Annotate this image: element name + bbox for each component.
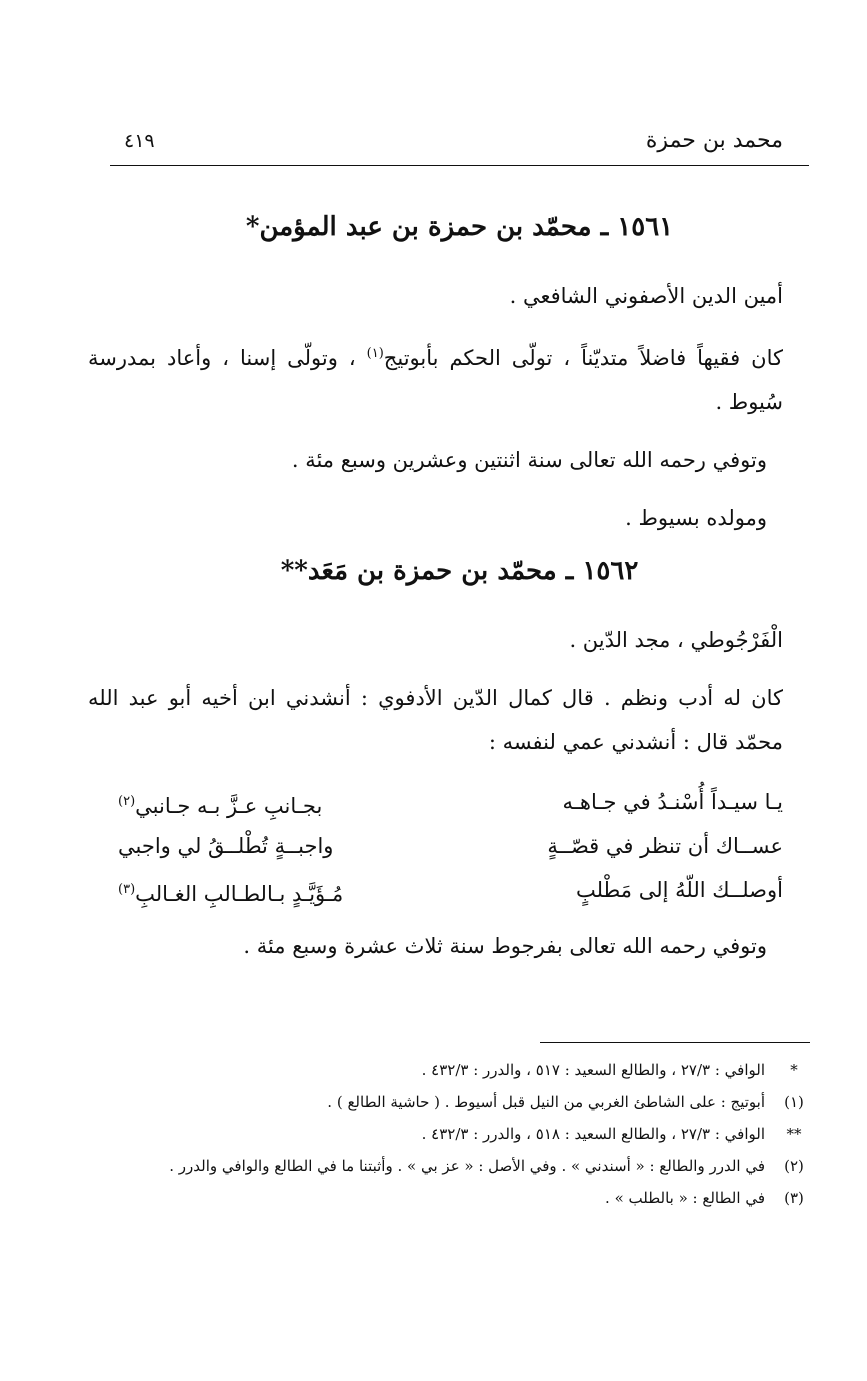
verse-first-hemistich: أوصلــك اللّهُ إلى مَطْلبٍ: [575, 878, 783, 902]
entry-1562-death: وتوفي رحمه الله تعالى بفرجوط سنة ثلاث عشرة وسبع مئة .: [243, 934, 767, 958]
entry-1562-epithet: الْفَرْجُوطي ، مجد الدّين .: [569, 628, 783, 652]
verse-first-hemistich: يـا سيـداً أُسْنـدُ في جـاهـه: [562, 790, 783, 814]
poem-verse: [118, 780, 783, 824]
footnote-mark: (١): [784, 1093, 804, 1111]
footnote-text: أبوتيج : على الشاطئ الغربي من النيل قبل أسيوط . ( حاشية الطالع ) .: [327, 1093, 765, 1111]
verse-second-hemistich: [118, 868, 438, 912]
footnote-mark: *: [790, 1061, 798, 1079]
poem-verse: [118, 868, 783, 912]
footnote: [70, 1086, 817, 1118]
footnote-rule: [540, 1042, 810, 1043]
footnote-text: الوافي : ٢٧/٣ ، والطالع السعيد : ٥١٧ ، والدرر : ٤٣٢/٣ .: [421, 1061, 765, 1079]
footnote-ref-3[interactable]: (٣): [118, 882, 136, 897]
footnote-ref-2[interactable]: (٢): [118, 794, 136, 809]
header-rule: [110, 165, 809, 166]
footnote: [70, 1054, 817, 1086]
footnote-mark: **: [786, 1125, 802, 1143]
footnote: [70, 1118, 817, 1150]
footnote-mark: (٣): [784, 1189, 804, 1207]
verse-second-text: مُـؤَيَّـدٍ بـالطـالبِ الغـالبِ: [135, 882, 344, 906]
entry-1561-bio-part2: ، وتولّى إسنا ، وأعاد بمدرسة سُيوط .: [88, 346, 783, 414]
page-number: ٤١٩: [124, 130, 155, 152]
footnote-text: في الطالع : « بالطلب » .: [605, 1189, 765, 1207]
entry-heading-1561: ١٥٦١ ـ محمّد بن حمزة بن عبد المؤمن*: [245, 212, 674, 242]
footnote: [70, 1182, 817, 1214]
poem-verse: [118, 824, 783, 868]
entry-heading-1562: ١٥٦٢ ـ محمّد بن حمزة بن مَعَد**: [280, 556, 639, 586]
footnote-ref-1[interactable]: (١): [366, 346, 384, 361]
footnote: [70, 1150, 817, 1182]
footnote-text: في الدرر والطالع : « أسندني » . وفي الأصل : « عز بي » . وأثبتنا ما في الطالع والوافي والدرر .: [169, 1157, 765, 1175]
entry-1561-death: وتوفي رحمه الله تعالى سنة اثنتين وعشرين وسبع مئة .: [291, 448, 767, 472]
entry-1561-birth: ومولده بسيوط .: [625, 506, 767, 530]
footnote-mark: (٢): [784, 1157, 804, 1175]
poem: [118, 780, 783, 912]
footnote-text: الوافي : ٢٧/٣ ، والطالع السعيد : ٥١٨ ، والدرر : ٤٣٢/٣ .: [421, 1125, 765, 1143]
entry-1561-bio: [88, 332, 783, 424]
verse-first-hemistich: عســاك أن تنظر في قصّــةٍ: [547, 834, 783, 858]
running-title: محمد بن حمزة: [645, 128, 783, 153]
entry-1562-bio: كان له أدب ونظم . قال كمال الدّين الأدفوي : أنشدني ابن أخيه أبو عبد الله محمّد قال : أنشدني عمي لنفسه :: [88, 686, 783, 754]
entry-1561-epithet: أمين الدين الأصفوني الشافعي .: [509, 284, 783, 308]
verse-second-hemistich: [118, 780, 438, 824]
entry-1561-bio-part1: كان فقيهاً فاضلاً متديّناً ، تولّى الحكم بأبوتيج: [383, 346, 783, 370]
footnotes: [70, 1054, 817, 1214]
verse-second-hemistich: واجبــةٍ تُطْلــقُ لي واجبي: [118, 834, 334, 858]
verse-second-text: بجـانبِ عـزَّ بـه جـانبي: [135, 794, 323, 818]
